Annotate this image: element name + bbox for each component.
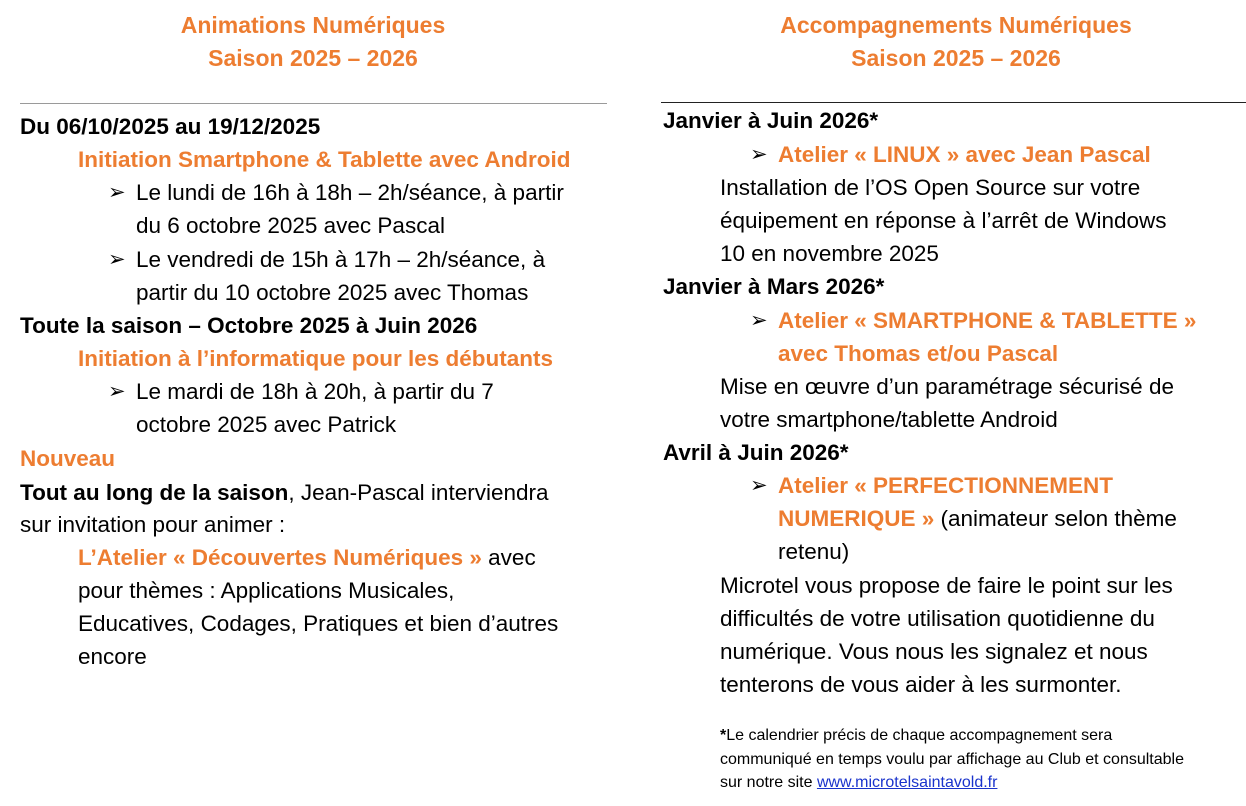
right-atelier2-desc1: Mise en œuvre d’un paramétrage sécurisé de	[720, 374, 1174, 399]
left-new-bold: Tout au long de la saison	[20, 480, 289, 505]
left-course1-item2-line1: Le vendredi de 15h à 17h – 2h/séance, à	[136, 247, 546, 272]
left-atelier-title: L’Atelier « Découvertes Numériques »	[78, 545, 482, 570]
right-atelier1-desc3: 10 en novembre 2025	[720, 241, 939, 266]
right-title-line2: Saison 2025 – 2026	[851, 45, 1061, 71]
right-period-2: Janvier à Mars 2026*	[663, 274, 885, 299]
website-link[interactable]: www.microtelsaintavold.fr	[816, 774, 998, 791]
bullet-arrow-icon: ➢	[750, 474, 768, 497]
left-new-label: Nouveau	[20, 446, 116, 471]
right-atelier1-desc2: équipement en réponse à l’arrêt de Windows	[720, 208, 1167, 233]
left-course1-item1-line1: Le lundi de 16h à 18h – 2h/séance, à partir	[136, 180, 564, 205]
right-atelier3-desc2: difficultés de votre utilisation quotidienne du	[720, 606, 1155, 631]
bullet-arrow-icon: ➢	[108, 181, 126, 204]
bullet-arrow-icon: ➢	[108, 380, 126, 403]
right-atelier-2-title-line1: Atelier « SMARTPHONE & TABLETTE »	[778, 308, 1197, 333]
left-atelier-after: avec	[481, 545, 536, 570]
left-title-line2: Saison 2025 – 2026	[208, 45, 418, 71]
left-new-text1: , Jean-Pascal interviendra	[288, 480, 549, 505]
right-atelier-3-after: (animateur selon thème	[934, 506, 1177, 531]
left-atelier-line4: encore	[78, 644, 147, 669]
footnote-star: *	[720, 727, 727, 744]
right-atelier3-desc1: Microtel vous propose de faire le point sur les	[720, 573, 1173, 598]
right-divider	[661, 102, 1246, 103]
left-new-text-line2: sur invitation pour animer :	[20, 512, 286, 537]
footnote-line3	[720, 772, 997, 794]
left-new-text-line1	[20, 476, 549, 509]
left-atelier-line2: pour thèmes : Applications Musicales,	[78, 578, 455, 603]
bullet-arrow-icon: ➢	[750, 309, 768, 332]
left-atelier-line3: Educatives, Codages, Pratiques et bien d’autres	[78, 611, 559, 636]
right-atelier-3-line2	[778, 502, 1177, 535]
left-course2-item1-line2: octobre 2025 avec Patrick	[136, 412, 397, 437]
left-course-1-title: Initiation Smartphone & Tablette avec Android	[78, 147, 571, 172]
right-atelier1-desc1: Installation de l’OS Open Source sur votre	[720, 175, 1141, 200]
right-period-3: Avril à Juin 2026*	[663, 440, 849, 465]
bullet-arrow-icon: ➢	[108, 248, 126, 271]
left-divider	[20, 103, 607, 104]
right-atelier-3-line3: retenu)	[778, 539, 850, 564]
left-period-2: Toute la saison – Octobre 2025 à Juin 2026	[20, 313, 478, 338]
bullet-arrow-icon: ➢	[750, 143, 768, 166]
left-period-1: Du 06/10/2025 au 19/12/2025	[20, 114, 321, 139]
left-title-line1: Animations Numériques	[180, 12, 446, 38]
right-atelier-3-title-line2: NUMERIQUE »	[778, 506, 935, 531]
right-atelier3-desc4: tenterons de vous aider à les surmonter.	[720, 672, 1122, 697]
right-atelier2-desc2: votre smartphone/tablette Android	[720, 407, 1058, 432]
right-period-1: Janvier à Juin 2026*	[663, 108, 879, 133]
left-course2-item1-line1: Le mardi de 18h à 20h, à partir du 7	[136, 379, 494, 404]
left-course-2-title: Initiation à l’informatique pour les débutants	[78, 346, 554, 371]
footnote-line2: communiqué en temps voulu par affichage au Club et consultable	[720, 751, 1184, 768]
footnote-text1: Le calendrier précis de chaque accompagnement sera	[726, 727, 1113, 744]
right-title-line1: Accompagnements Numériques	[780, 12, 1132, 38]
left-course1-item1-line2: du 6 octobre 2025 avec Pascal	[136, 213, 445, 238]
footnote-line1	[720, 725, 1112, 747]
right-atelier-3-title-line1: Atelier « PERFECTIONNEMENT	[778, 473, 1114, 498]
right-atelier-2-title-line2: avec Thomas et/ou Pascal	[778, 341, 1059, 366]
left-atelier-line1	[78, 541, 536, 574]
left-course1-item2-line2: partir du 10 octobre 2025 avec Thomas	[136, 280, 529, 305]
right-atelier-1-title: Atelier « LINUX » avec Jean Pascal	[778, 142, 1151, 167]
footnote-text3: sur notre site	[720, 774, 817, 791]
right-atelier3-desc3: numérique. Vous nous les signalez et nous	[720, 639, 1148, 664]
